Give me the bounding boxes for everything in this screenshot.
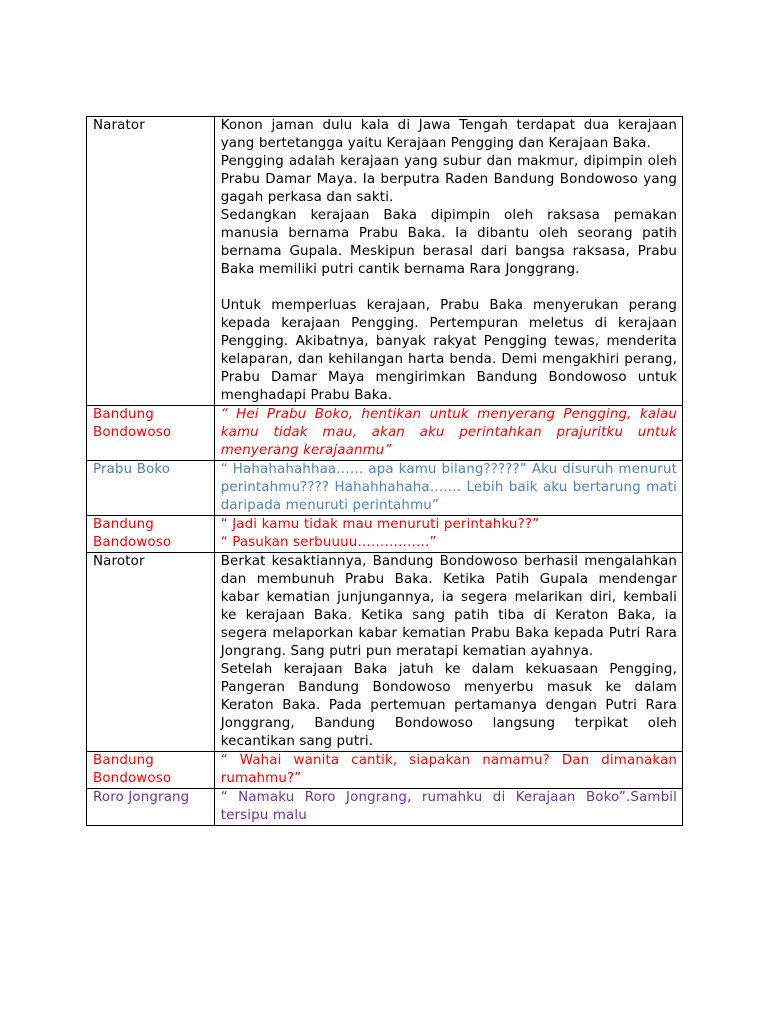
speaker-name: Bandung Bondowoso bbox=[93, 753, 172, 786]
dialogue-cell bbox=[214, 752, 682, 789]
speaker-cell bbox=[87, 461, 215, 516]
blank-line bbox=[221, 279, 677, 297]
speaker-name: Prabu Boko bbox=[93, 462, 171, 477]
table-row bbox=[87, 789, 683, 826]
dialogue-cell bbox=[214, 461, 682, 516]
dialogue-line: “ Hahahahahhaa…… apa kamu bilang?????” Aku disuruh menurut perintahmu???? Hahahhahaha……. Lebih baik aku bertarung mati daripada menuruti perintahmu” bbox=[220, 462, 677, 513]
table-row bbox=[87, 752, 683, 789]
speaker-cell bbox=[87, 789, 215, 826]
narration-paragraph: Berkat kesaktiannya, Bandung Bondowoso berhasil mengalahkan dan membunuh Prabu Baka. Ketika Patih Gupala mendengar kabar kematian junjungannya, ia segera melarikan diri, kembali ke kerajaan Baka. Ketika sang patih tiba di Keraton Baka, ia segera melaporkan kabar kematian Prabu Baka kepada Putri Rara Jongrang. Sang putri pun meratapi kematian ayahnya. bbox=[220, 554, 677, 659]
speaker-name: Roro Jongrang bbox=[93, 790, 190, 805]
table-row bbox=[87, 516, 683, 553]
dialogue-line: “ Jadi kamu tidak mau menuruti perintahku??” bbox=[220, 517, 540, 532]
dialogue-cell bbox=[214, 117, 682, 406]
dialogue-line: “ Pasukan serbuuuu…………….” bbox=[220, 535, 437, 550]
dialogue-cell bbox=[214, 553, 682, 752]
dialogue-cell bbox=[214, 789, 682, 826]
dialogue-line: “ Wahai wanita cantik, siapakan namamu? Dan dimanakan rumahmu?” bbox=[220, 753, 677, 786]
speaker-name: Narotor bbox=[93, 554, 145, 569]
table-row bbox=[87, 117, 683, 406]
dialogue-cell bbox=[214, 406, 682, 461]
narration-paragraph: Konon jaman dulu kala di Jawa Tengah terdapat dua kerajaan yang bertetangga yaitu Kerajaan Pengging dan Kerajaan Baka. bbox=[220, 118, 677, 151]
table-row bbox=[87, 553, 683, 752]
narration-paragraph: Pengging adalah kerajaan yang subur dan makmur, dipimpin oleh Prabu Damar Maya. Ia berputra Raden Bandung Bondowoso yang gagah perkasa dan sakti. bbox=[220, 154, 677, 205]
narration-paragraph: Sedangkan kerajaan Baka dipimpin oleh raksasa pemakan manusia bernama Prabu Baka. Ia dibantu oleh seorang patih bernama Gupala. Meskipun berasal dari bangsa raksasa, Prabu Baka memiliki putri cantik bernama Rara Jonggrang. bbox=[220, 208, 677, 277]
speaker-cell bbox=[87, 117, 215, 406]
speaker-name: Bandung Bondowoso bbox=[93, 407, 172, 440]
speaker-name: Bandung Bandowoso bbox=[93, 517, 172, 550]
narration-paragraph: Setelah kerajaan Baka jatuh ke dalam kekuasaan Pengging, Pangeran Bandung Bondowoso menyerbu masuk ke dalam Keraton Baka. Pada pertemuan pertamanya dengan Putri Rara Jonggrang, Bandung Bondowoso langsung terpikat oleh kecantikan sang putri. bbox=[220, 662, 677, 749]
speaker-cell bbox=[87, 516, 215, 553]
speaker-cell bbox=[87, 752, 215, 789]
speaker-name: Narator bbox=[93, 118, 145, 133]
speaker-cell bbox=[87, 553, 215, 752]
script-table bbox=[86, 116, 683, 826]
narration-paragraph: Untuk memperluas kerajaan, Prabu Baka menyerukan perang kepada kerajaan Pengging. Pertempuran meletus di kerajaan Pengging. Akibatnya, banyak rakyat Pengging tewas, menderita kelaparan, dan kehilangan harta benda. Demi mengakhiri perang, Prabu Damar Maya mengirimkan Bandung Bondowoso untuk menghadapi Prabu Baka. bbox=[220, 298, 677, 403]
dialogue-cell bbox=[214, 516, 682, 553]
table-row bbox=[87, 461, 683, 516]
speaker-cell bbox=[87, 406, 215, 461]
table-row bbox=[87, 406, 683, 461]
dialogue-line: “ Namaku Roro Jongrang, rumahku di Kerajaan Boko”.Sambil tersipu malu bbox=[220, 790, 677, 823]
dialogue-line: “ Hei Prabu Boko, hentikan untuk menyerang Pengging, kalau kamu tidak mau, akan aku perintahkan prajuritku untuk menyerang kerajaanmu” bbox=[220, 407, 677, 458]
